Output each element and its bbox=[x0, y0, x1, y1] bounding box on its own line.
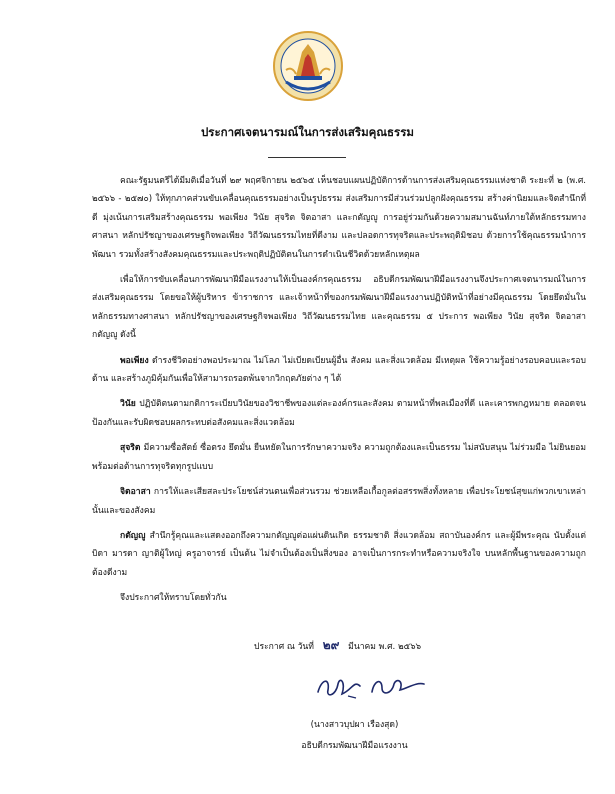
virtue-sufficiency bbox=[92, 352, 586, 389]
virtue-text: การให้และเสียสละประโยชน์ส่วนตนเพื่อส่วนรวม ช่วยเหลือเกื้อกูลต่อสรรพสิ่งทั้งหลาย เพื่อประโยชน์สุขแก่พวกเขาเหล่านั้นและของสังคม bbox=[92, 487, 586, 516]
closing-statement: จึงประกาศให้ทราบโดยทั่วกัน bbox=[120, 593, 227, 604]
virtue-text: ปฏิบัติตนตามกติการะเบียบวินัยของวิชาชีพของแต่ละองค์กรและสังคม ตามหน้าที่พลเมืองที่ดี และเคารพกฎหมาย ตลอดจนป้องกันและรับผิดชอบผลกระทบต่อสังคมและสิ่งแวดล้อม bbox=[92, 399, 586, 428]
page-title: ประกาศเจตนารมณ์ในการส่งเสริมคุณธรรม bbox=[201, 125, 414, 139]
virtue-keyword: กตัญญู bbox=[120, 530, 146, 541]
date-suffix: มีนาคม พ.ศ. ๒๕๖๖ bbox=[348, 642, 422, 652]
department-seal-logo bbox=[272, 30, 344, 102]
paragraph-purpose: เพื่อให้การขับเคลื่อนการพัฒนาฝีมือแรงงานให้เป็นองค์กรคุณธรรม อธิบดีกรมพัฒนาฝีมือแรงงานจึงประกาศเจตนารมณ์ในการส่งเสริมคุณธรรม โดยขอให้ผู้บริหาร ข้าราชการ และเจ้าหน้าที่ของกรมพัฒนาฝีมือแรงงานปฏิบัติหน้าที่อย่างมีคุณธรรม โดยยึดมั่นในหลักธรรมทางศาสนา หลักปรัชญาของเศรษฐกิจพอเพียง วิถีวัฒนธรรมไทย และคุณธรรม ๕ ประการ พอเพียง วินัย สุจริต จิตอาสา กตัญญู ดังนี้ bbox=[92, 275, 586, 341]
date-day: ๒๙ bbox=[322, 638, 340, 652]
dateline bbox=[254, 636, 421, 655]
virtue-text: ดำรงชีวิตอย่างพอประมาณ ไม่โลภ ไม่เบียดเบียนผู้อื่น สังคม และสิ่งแวดล้อม มีเหตุผล ใช้ความรู้อย่างรอบคอบและรอบด้าน และสร้างภูมิคุ้มกันเพื่อให้สามารถรอดพ้นจากวิกฤตภัยต่าง ๆ ได้ bbox=[92, 355, 586, 385]
virtue-keyword: จิตอาสา bbox=[120, 487, 151, 498]
virtue-keyword: พอเพียง bbox=[120, 355, 149, 366]
title-divider bbox=[268, 157, 346, 158]
handwritten-signature bbox=[312, 672, 432, 702]
date-prefix: ประกาศ ณ วันที่ bbox=[254, 642, 314, 652]
virtue-volunteer bbox=[92, 483, 586, 520]
virtue-text: มีความซื่อสัตย์ ซื่อตรง ยึดมั่น ยืนหยัดในการรักษาความจริง ความถูกต้องและเป็นธรรม ไม่สนับสนุน ไม่ร่วมมือ ไม่ยินยอม พร้อมต่อต้านการทุจริตทุกรูปแบบ bbox=[92, 443, 586, 472]
virtue-keyword: วินัย bbox=[120, 399, 136, 410]
paragraph-intro: คณะรัฐมนตรีได้มีมติเมื่อวันที่ ๒๙ พฤศจิกายน ๒๕๖๕ เห็นชอบแผนปฏิบัติการด้านการส่งเสริมคุณธรรมแห่งชาติ ระยะที่ ๒ (พ.ศ. ๒๕๖๖ - ๒๕๗๐) ให้ทุกภาคส่วนขับเคลื่อนคุณธรรมอย่างเป็นรูปธรรม ส่งเสริมการมีส่วนร่วมปลูกฝังคุณธรรม สร้างค่านิยมและจิตสำนึกที่ดี มุ่งเน้นการเสริมสร้างคุณธรรม พอเพียง วินัย สุจริต จิตอาสา และกตัญญู การอยู่ร่วมกันด้วยความสมานฉันท์ภายใต้หลักธรรมทางศาสนา หลักปรัชญาของเศรษฐกิจพอเพียง วิถีวัฒนธรรมไทยที่ดีงาม และปลอดการทุจริตและประพฤติมิชอบ ด้วยการใช้คุณธรรมนำการพัฒนา รวมทั้งสร้างสังคมคุณธรรมและประพฤติปฏิบัติตนในการดำเนินชีวิตด้วยหลักเหตุผล bbox=[92, 176, 586, 260]
virtue-text: สำนึกรู้คุณและแสดงออกถึงความกตัญญูต่อแผ่นดินเกิด ธรรมชาติ สิ่งแวดล้อม สถาบันองค์กร และผู้มีพระคุณ นับตั้งแต่ บิดา มารดา ญาติผู้ใหญ่ ครูอาจารย์ เป็นต้น ไม่จำเป็นต้องเป็นสิ่งของ อาจเป็นการกระทำหรือความจริงใจ บนหลักพื้นฐานของความถูกต้องดีงาม bbox=[92, 530, 586, 578]
virtue-honesty bbox=[92, 439, 586, 476]
virtue-discipline bbox=[92, 395, 586, 432]
virtue-keyword: สุจริต bbox=[120, 443, 141, 454]
signatory-name: (นางสาวบุปผา เรืองสุด) bbox=[310, 720, 399, 730]
announcement-body bbox=[92, 172, 586, 615]
virtue-gratitude bbox=[92, 527, 586, 582]
signatory-position: อธิบดีกรมพัฒนาฝีมือแรงงาน bbox=[301, 741, 408, 751]
